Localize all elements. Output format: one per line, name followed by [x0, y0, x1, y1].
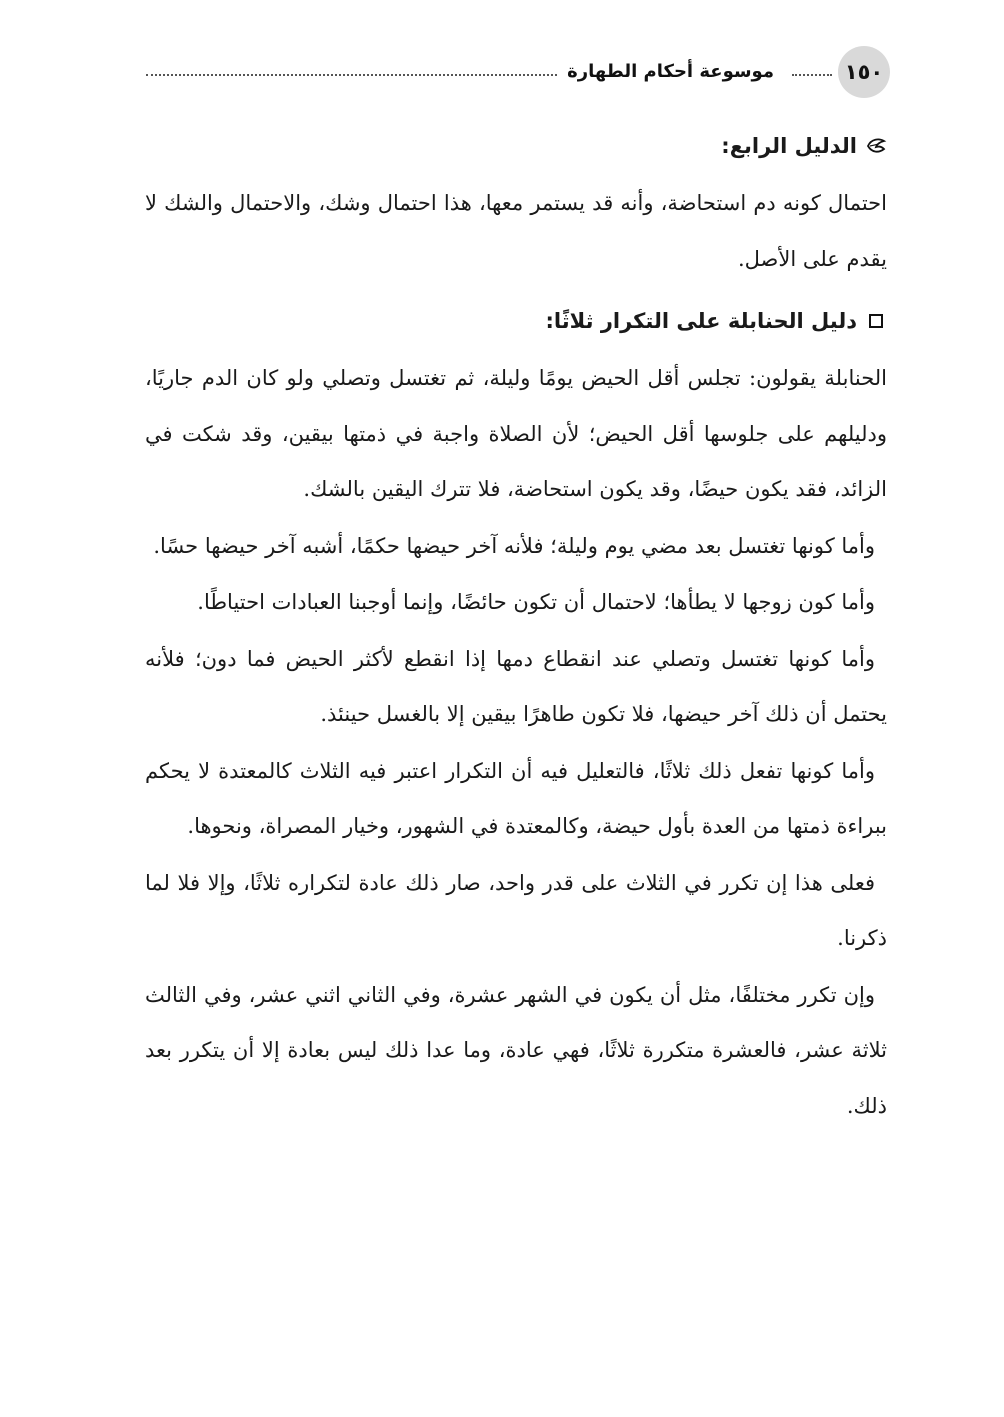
paragraph-8: وإن تكرر مختلفًا، مثل أن يكون في الشهر عشرة، وفي الثاني اثني عشر، وفي الثالث ثلاثة عشر، فالعشرة متكررة ثلاثًا، فهي عادة، وما عدا ذلك ليس بعادة إلا أن يتكرر بعد ذلك. [145, 982, 887, 1118]
square-icon [865, 310, 887, 332]
leaf-hand-icon [865, 135, 887, 157]
section-heading-hanbali-evidence [145, 293, 887, 349]
running-header [146, 46, 890, 98]
paragraph-3: وأما كونها تغتسل بعد مضي يوم وليلة؛ فلأنه آخر حيضها حكمًا، أشبه آخر حيضها حسًا. [153, 533, 875, 558]
header-title-row [146, 58, 832, 84]
page-number-badge: ١٥٠ [838, 46, 890, 98]
header-dotted-rule-left [146, 74, 557, 76]
paragraph-7: فعلى هذا إن تكرر في الثلاث على قدر واحد، صار ذلك عادة لتكراره ثلاثًا، وإلا فلا لما ذكرنا. [145, 870, 887, 950]
section-heading-fourth-evidence [145, 118, 887, 174]
header-dotted-rule-right [792, 74, 832, 76]
paragraph-4: وأما كون زوجها لا يطأها؛ لاحتمال أن تكون حائضًا، وإنما أوجبنا العبادات احتياطًا. [197, 590, 875, 614]
page-body [145, 118, 887, 1135]
paragraph-6: وأما كونها تفعل ذلك ثلاثًا، فالتعليل فيه أن التكرار اعتبر فيه الثلاث كالمعتدة لا يحكم ببراءة ذمتها من العدة بأول حيضة، وكالمعتدة في الشهور، وخيار المصراة، ونحوها. [145, 758, 887, 838]
heading-text: الدليل الرابع: [721, 134, 857, 158]
heading-text: دليل الحنابلة على التكرار ثلاثًا: [545, 309, 857, 333]
paragraph-1: احتمال كونه دم استحاضة، وأنه قد يستمر معها، هذا احتمال وشك، والاحتمال والشك لا يقدم على الأصل. [145, 191, 887, 271]
book-title: موسوعة أحكام الطهارة [567, 60, 774, 82]
paragraph-2: الحنابلة يقولون: تجلس أقل الحيض يومًا وليلة، ثم تغتسل وتصلي ولو كان الدم جاريًا، ودليلهم على جلوسها أقل الحيض؛ لأن الصلاة واجبة في ذمتها بيقين، وقد شكت في الزائد، فقد يكون حيضًا، وقد يكون استحاضة، فلا تترك اليقين بالشك. [145, 366, 887, 501]
paragraph-5: وأما كونها تغتسل وتصلي عند انقطاع دمها إذا انقطع لأكثر الحيض فما دون؛ فلأنه يحتمل أن ذلك آخر حيضها، فلا تكون طاهرًا بيقين إلا بالغسل حينئذ. [145, 646, 887, 726]
